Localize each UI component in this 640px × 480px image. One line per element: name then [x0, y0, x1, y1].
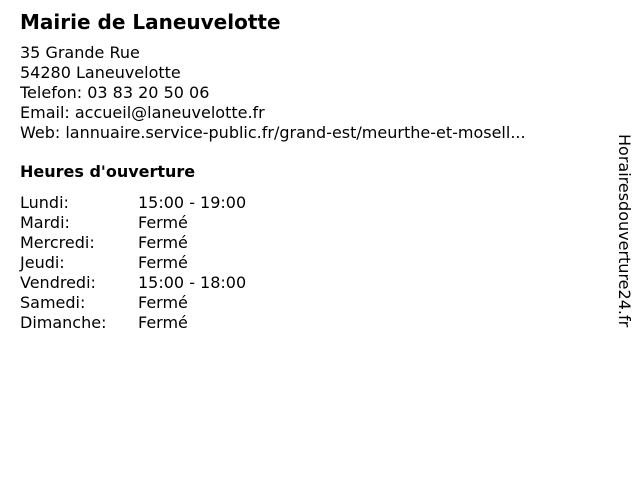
side-brand-watermark: [612, 134, 636, 344]
street-address: 35 Grande Rue: [20, 43, 140, 62]
time-value: 15:00 - 18:00: [138, 273, 247, 292]
day-label: Lundi:: [20, 193, 69, 212]
opening-hours-list: [20, 193, 600, 333]
day-label: Vendredi:: [20, 273, 96, 292]
email-line: Email: accueil@laneuvelotte.fr: [20, 103, 265, 122]
page-title: Mairie de Laneuvelotte: [20, 10, 281, 34]
hours-row-tuesday: [20, 213, 600, 233]
address-block: [20, 43, 600, 143]
time-value: Fermé: [138, 213, 188, 232]
hours-row-saturday: [20, 293, 600, 313]
day-label: Mardi:: [20, 213, 70, 232]
web-line: Web: lannuaire.service-public.fr/grand-est/meurthe-et-mosell...: [20, 123, 526, 142]
day-label: Samedi:: [20, 293, 86, 312]
time-value: Fermé: [138, 293, 188, 312]
time-value: 15:00 - 19:00: [138, 193, 247, 212]
day-label: Jeudi:: [20, 253, 65, 272]
hours-row-thursday: [20, 253, 600, 273]
time-value: Fermé: [138, 313, 188, 332]
phone-line: Telefon: 03 83 20 50 06: [20, 83, 210, 102]
time-value: Fermé: [138, 253, 188, 272]
day-label: Dimanche:: [20, 313, 107, 332]
side-brand-text: Horairesdouverture24.fr: [615, 134, 634, 328]
hours-row-monday: [20, 193, 600, 213]
hours-row-sunday: [20, 313, 600, 333]
time-value: Fermé: [138, 233, 188, 252]
hours-heading: Heures d'ouverture: [20, 162, 196, 181]
opening-hours-card: [20, 9, 600, 333]
hours-row-friday: [20, 273, 600, 293]
postal-city: 54280 Laneuvelotte: [20, 63, 181, 82]
day-label: Mercredi:: [20, 233, 95, 252]
hours-row-wednesday: [20, 233, 600, 253]
